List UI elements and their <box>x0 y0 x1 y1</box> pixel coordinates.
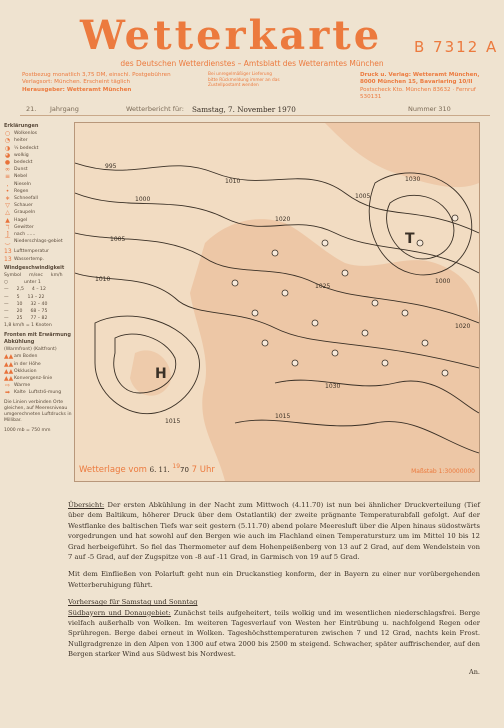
pressure-label: 1010 <box>95 276 111 283</box>
wind-value: 25 <box>16 316 23 322</box>
legend-item <box>4 181 74 188</box>
legend-item <box>4 137 74 144</box>
publisher-line: Druck u. Verlag: Wetteramt München, <box>360 72 480 78</box>
front-symbol-icon: ▲▲ <box>4 360 14 368</box>
wind-header <box>4 272 74 279</box>
wind-row <box>4 294 74 301</box>
front-items <box>4 353 74 382</box>
legend-item-label: Niederschlags-gebiet <box>14 239 63 245</box>
watertemp-symbol-icon: 13 <box>4 255 12 263</box>
legend-item-label: Schneefall <box>14 196 38 202</box>
wind-col: Symbol <box>4 273 22 279</box>
wind-value: 10 <box>16 301 23 307</box>
legend-item <box>4 224 74 231</box>
weather-symbol-icon: ◑ <box>4 144 11 152</box>
wind-col: m/sec <box>29 273 43 279</box>
legend-item-label: Schauer <box>14 203 33 209</box>
legend-item <box>4 202 74 209</box>
front-item-label: am Boden <box>14 354 38 360</box>
pressure-label: 1020 <box>455 323 471 330</box>
front-title: Fronten mit Erwärmung Abkühlung <box>4 331 71 345</box>
front-item-label: in der Höhe <box>14 361 41 367</box>
volume-number: 21. <box>26 105 37 113</box>
legend-item <box>4 188 74 195</box>
publisher-line: Postscheck Kto. München 83632 · Fernruf 530131 <box>360 86 476 101</box>
weather-symbol-icon: ≡ <box>4 173 11 181</box>
wind-barb-icon: — <box>4 294 9 300</box>
weather-map <box>74 122 480 482</box>
legend-temp <box>4 248 74 255</box>
weather-symbol-icon: ∞ <box>5 166 10 174</box>
station-circle-icon <box>332 350 338 356</box>
legend-item-label: Wolkenlos <box>14 131 38 137</box>
map-scale: Maßstab 1:30000000 <box>411 468 475 475</box>
legend-item <box>4 152 74 159</box>
legend-title: Erklärungen <box>4 123 39 129</box>
newspaper-title: Wetterkarte <box>80 12 383 59</box>
pressure-label: 1020 <box>275 216 291 223</box>
pressure-label: 995 <box>105 163 117 170</box>
station-circle-icon <box>372 300 378 306</box>
delivery-line: bitte Rückmeldung immer an das <box>208 77 280 83</box>
legend-items <box>4 130 74 245</box>
legend-watertemp <box>4 256 74 263</box>
legend-item-label: Regen <box>14 188 29 194</box>
air-warm <box>4 382 74 389</box>
weather-symbol-icon: ⁐ <box>5 238 10 246</box>
front-item <box>4 361 74 368</box>
wind-barb-icon: — <box>4 287 9 293</box>
legend-item <box>4 238 74 245</box>
legend-item <box>4 159 74 166</box>
pressure-label: 1030 <box>325 383 341 390</box>
weather-symbol-icon: ▽ <box>5 202 10 210</box>
wind-value: 77 – 82 <box>30 316 48 322</box>
region-paragraph <box>68 608 480 660</box>
station-circle-icon <box>442 370 448 376</box>
air-cold <box>4 389 74 396</box>
wind-barb-icon: — <box>4 316 9 322</box>
wind-value: 68 – 75 <box>30 309 48 315</box>
legend-item-label: Nieseln <box>14 181 31 187</box>
legend-item <box>4 145 74 152</box>
weather-symbol-icon: ◔ <box>4 137 11 145</box>
wind-value: 20 <box>16 309 23 315</box>
front-item <box>4 368 74 375</box>
wind-row <box>4 286 74 293</box>
weather-symbol-icon: ◕ <box>4 151 11 159</box>
legend-item-label: Nebel <box>14 174 28 180</box>
front-item <box>4 375 74 382</box>
volume-label: Jahrgang <box>50 105 79 113</box>
pressure-scale: 1000 mb = 750 mm <box>4 427 51 433</box>
isobar-note: Die Linien verbinden Orte gleichen, auf Meeresniveau umgerechneten Luftdrucks in Millibar. <box>4 399 72 423</box>
legend-item-label: wolkig <box>14 152 29 158</box>
station-circle-icon <box>272 250 278 256</box>
low-pressure-label: T <box>405 231 415 247</box>
legend-item-label: heiter <box>14 138 28 144</box>
legend-temp-label: Lufttemperatur <box>14 249 49 255</box>
warm-arrow-icon: ⇨ <box>4 382 11 390</box>
front-symbol-icon: ▲▲ <box>4 353 14 361</box>
wind-row <box>4 279 74 286</box>
front-symbol-icon: ▲▲ <box>4 374 14 382</box>
wind-barb-icon: ○ <box>4 280 9 286</box>
pressure-label: 1015 <box>275 413 291 420</box>
caption-hour: 19 <box>172 463 181 471</box>
legend-item <box>4 195 74 202</box>
weather-symbol-icon: ] <box>6 231 9 239</box>
weather-symbol-icon: ○ <box>4 130 11 138</box>
wind-value: 5 <box>16 294 20 300</box>
report-label: Wetterbericht für: <box>126 105 184 113</box>
front-symbol-icon: ▲▲ <box>4 367 14 375</box>
publisher-line: 8000 München 15, Bavariaring 10/II <box>360 79 473 86</box>
station-circle-icon <box>252 310 258 316</box>
pressure-label: 1000 <box>135 196 151 203</box>
wind-col: km/h <box>50 273 63 279</box>
wind-value: 4 – 12 <box>31 287 46 293</box>
station-circle-icon <box>342 270 348 276</box>
pressure-label: 1010 <box>225 178 241 185</box>
station-circle-icon <box>382 360 388 366</box>
forecast-text <box>68 500 480 667</box>
front-item-label: Okklusion <box>14 368 37 374</box>
legend-item-label: Gewitter <box>14 224 34 230</box>
issue-code: B 7312 A <box>414 38 499 56</box>
subscription-info <box>22 72 202 94</box>
station-circle-icon <box>417 240 423 246</box>
station-circle-icon <box>232 280 238 286</box>
legend-item <box>4 166 74 173</box>
station-circle-icon <box>422 340 428 346</box>
wind-barb-icon: — <box>4 309 9 315</box>
pressure-paragraph: Mit dem Einfließen von Polarluft geht nun ein Druckanstieg konform, der in Bayern zu einer nur vorübergehenden Wetterberuhigung führt. <box>68 570 480 589</box>
overview-body: Der ersten Abkühlung in der Nacht zum Mittwoch (4.11.70) ist nun bei ähnlicher Druckverteilung (Tief über dem Baltikum, höherer Druck über dem Ostatlantik) der zweite prägnante Temperaturabfall gefolgt. Auf der Westflanke des baltischen Tiefs war seit gestern (5.11.70) abend polare Meeresluft über die Alpen hinaus südostwärts vorgedrungen und hat sowohl auf den Bergen wie auch im Flachland einen Temperatursturz um im Mittel 10 bis 12 Grad herbeigeführt. So fiel das Thermometer auf dem Hohenpeißenberg von 13 auf 2 Grad, auf dem Wendelstein von 7 auf -5 Grad, auf der Zugspitze von -8 auf -11 Grad, in Garmisch von 19 auf 5 Grad. <box>68 501 480 562</box>
legend-item-label: nach ...... <box>14 232 36 238</box>
cold-arrow-icon: ➡ <box>4 389 11 397</box>
subtitle: des Deutschen Wetterdienstes – Amtsblatt des Wetteramtes München <box>120 59 384 68</box>
weather-symbol-icon: ▲ <box>5 216 10 224</box>
weather-symbol-icon: • <box>5 187 10 195</box>
station-circle-icon <box>402 310 408 316</box>
weather-symbol-icon: ∗ <box>4 195 11 203</box>
front-item-label: Konvergenz-linie <box>14 375 53 381</box>
wind-row <box>4 315 74 322</box>
overview-label: Übersicht: <box>68 501 105 509</box>
air-warm-label: Warme <box>14 383 31 389</box>
legend <box>4 123 74 503</box>
pressure-label: 1005 <box>355 193 371 200</box>
wind-barb-icon: — <box>4 301 9 307</box>
legend-item <box>4 231 74 238</box>
signature: An. <box>469 668 480 676</box>
wind-row <box>4 301 74 308</box>
pressure-label: 1000 <box>435 278 451 285</box>
station-circle-icon <box>322 240 328 246</box>
report-date: Samstag, 7. November 1970 <box>192 105 296 114</box>
forecast-heading <box>68 597 480 607</box>
station-circle-icon <box>362 330 368 336</box>
air-cold-label: Kalte <box>14 390 26 396</box>
delivery-line: Zustellpostamt wenden <box>208 83 259 89</box>
subscription-line: Postbezug monatlich 3,75 DM, einschl. Postgebühren <box>22 72 171 78</box>
station-circle-icon <box>312 320 318 326</box>
legend-item <box>4 130 74 137</box>
issue-number: Nummer 310 <box>408 105 451 113</box>
pressure-label: 1025 <box>315 283 331 290</box>
pressure-label: 1030 <box>405 176 421 183</box>
temp-symbol-icon: 13 <box>4 248 12 256</box>
delivery-line: Bei unregelmäßiger Lieferung <box>208 72 273 77</box>
weather-map-drawing <box>75 123 479 481</box>
pressure-label: 1005 <box>110 236 126 243</box>
publisher-info <box>360 72 490 102</box>
front-subtitle: (Warmfront) (Kaltfront) <box>4 347 57 353</box>
legend-item-label: bedeckt <box>14 160 33 166</box>
wind-title: Windgeschwindigkeit <box>4 264 65 271</box>
caption-date: 6. 11. <box>149 466 170 474</box>
front-item <box>4 353 74 360</box>
map-caption <box>79 463 215 475</box>
station-circle-icon <box>292 360 298 366</box>
weather-symbol-icon: ● <box>4 159 11 167</box>
weather-symbol-icon: ℸ <box>5 223 10 231</box>
legend-item <box>4 173 74 180</box>
caption-suffix: 7 Uhr <box>191 465 215 475</box>
station-circle-icon <box>452 215 458 221</box>
pressure-label: 1015 <box>165 418 181 425</box>
station-circle-icon <box>262 340 268 346</box>
station-circle-icon <box>282 290 288 296</box>
issue-line <box>20 103 490 116</box>
knot-note: 1,8 km/h = 1 Knoten <box>4 323 52 329</box>
weather-symbol-icon: , <box>6 180 9 188</box>
weather-symbol-icon: △ <box>5 209 10 217</box>
legend-item <box>4 217 74 224</box>
wind-value: unter 1 <box>24 280 41 286</box>
subscription-line: Herausgeber: Wetteramt München <box>22 86 132 93</box>
legend-watertemp-label: Wassertemp. <box>14 256 45 262</box>
overview-paragraph <box>68 500 480 562</box>
forecast-heading-text: Vorhersage für Samstag und Sonntag <box>68 598 198 607</box>
legend-item <box>4 209 74 216</box>
legend-item-label: ½ bedeckt <box>14 145 39 151</box>
wind-rows <box>4 279 74 322</box>
legend-item-label: Graupeln <box>14 210 36 216</box>
high-pressure-label: H <box>155 366 167 382</box>
delivery-note <box>208 72 328 89</box>
region-label: Südbayern und Donaugebiet: <box>68 608 171 617</box>
masthead <box>0 0 504 120</box>
wind-value: 32 – 40 <box>30 301 48 307</box>
region-body: Zunächst teils aufgeheitert, teils wolkig und im wesentlichen niederschlagsfrei. Berge vielfach außerhalb von Wolken. Im weiteren Tagesverlauf von Westen her Eintrübung u. nachfolgend Regen oder Sprühregen. Berge dabei erneut in Wolken. Tageshöchsttemperaturen zwischen 7 und 12 Grad, nachts kein Frost. Nullgradgrenze in den Alpen von 1300 auf etwa 2000 bis 2500 m steigend. Schwacher, später auffrischender, auf den Bergen starker Wind aus Südwest bis Nordwest. <box>68 608 480 659</box>
caption-prefix: Wetterlage vom <box>79 465 147 475</box>
air-flow-label: Luftströ-mung <box>28 390 62 396</box>
legend-item-label: Hagel <box>14 217 28 223</box>
legend-item-label: Dunst <box>14 167 28 173</box>
caption-year: 70 <box>180 466 189 474</box>
subscription-line: Verlagsort: München. Erscheint täglich <box>22 79 131 86</box>
wind-row <box>4 308 74 315</box>
wind-value: 13 – 22 <box>27 294 45 300</box>
wind-value: 2,5 <box>16 287 24 293</box>
